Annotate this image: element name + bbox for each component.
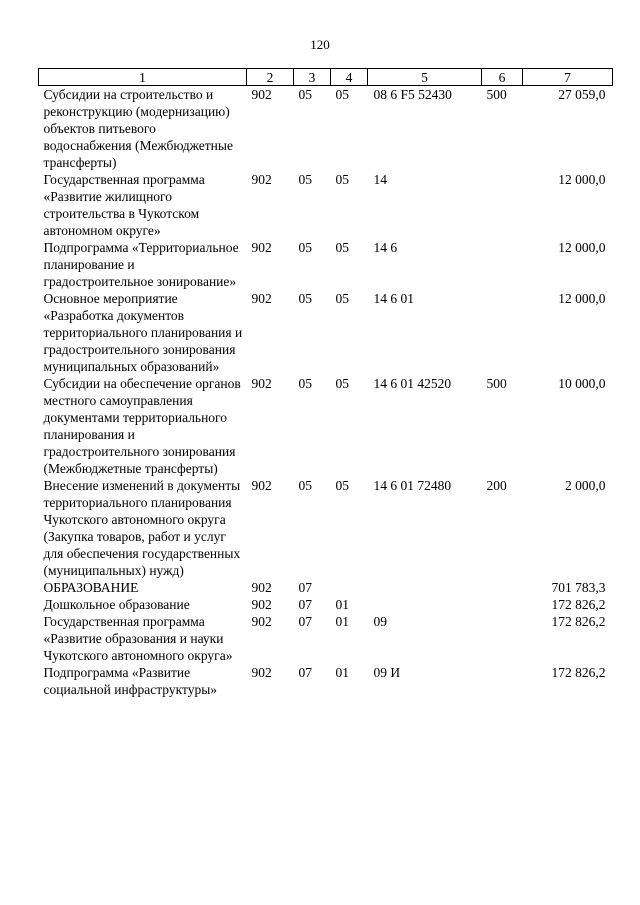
row-name: Субсидии на обеспечение органов местного самоуправления документами территориального планирования и градостроительного зонирования (Межбюджетные трансферты): [43, 376, 241, 476]
row-amount: 12 000,0: [558, 291, 606, 306]
row-amount: 27 059,0: [558, 87, 606, 102]
row-name: Внесение изменений в документы территориального планирования Чукотского автономного округа (Закупка товаров, работ и услуг для обеспечения государственных (муниципальных) нужд): [43, 478, 241, 578]
table-row: [39, 239, 613, 290]
row-expense-type: 500: [486, 376, 507, 391]
col-header-5: 5: [368, 69, 482, 86]
row-section-code: 05: [298, 240, 312, 255]
row-expense-type: [482, 239, 523, 290]
row-target-article: 14 6: [373, 240, 398, 255]
row-name: Подпрограмма «Развитие социальной инфраструктуры»: [43, 665, 218, 697]
row-target-article: 14 6 01 42520: [373, 376, 452, 391]
table-row: [39, 596, 613, 613]
table-row: [39, 664, 613, 698]
row-section-code: 05: [298, 376, 312, 391]
row-name: Подпрограмма «Территориальное планирование и градостроительное зонирование»: [43, 240, 239, 289]
row-expense-type: [482, 596, 523, 613]
col-header-7: 7: [523, 69, 613, 86]
table-row: [39, 375, 613, 477]
row-subsection-code: 05: [335, 240, 349, 255]
row-section-code: 05: [298, 291, 312, 306]
row-amount: 701 783,3: [551, 580, 606, 595]
row-ministry-code: 902: [251, 665, 272, 680]
row-expense-type: 200: [486, 478, 507, 493]
row-amount: 12 000,0: [558, 172, 606, 187]
row-subsection-code: 01: [335, 665, 349, 680]
row-ministry-code: 902: [251, 614, 272, 629]
row-target-article: 08 6 F5 52430: [373, 87, 452, 102]
row-expense-type: [482, 171, 523, 239]
row-ministry-code: 902: [251, 597, 272, 612]
table-row: [39, 477, 613, 579]
row-subsection-code: [331, 579, 368, 596]
col-header-1: 1: [39, 69, 247, 86]
row-amount: 10 000,0: [558, 376, 606, 391]
row-amount: 2 000,0: [565, 478, 606, 493]
row-name: Государственная программа «Развитие жилищного строительства в Чукотском автономном округе»: [43, 172, 205, 238]
table-row: [39, 579, 613, 596]
col-header-6: 6: [482, 69, 523, 86]
table-row: [39, 171, 613, 239]
row-target-article: [368, 596, 482, 613]
row-ministry-code: 902: [251, 172, 272, 187]
row-ministry-code: 902: [251, 478, 272, 493]
row-expense-type: [482, 664, 523, 698]
row-name: Государственная программа «Развитие образования и науки Чукотского автономного округа»: [43, 614, 233, 663]
row-section-code: 05: [298, 478, 312, 493]
row-name: Дошкольное образование: [43, 597, 190, 612]
row-subsection-code: 05: [335, 87, 349, 102]
row-section-code: 05: [298, 87, 312, 102]
row-target-article: 14: [373, 172, 387, 187]
row-expense-type: [482, 579, 523, 596]
row-subsection-code: 05: [335, 478, 349, 493]
row-section-code: 07: [298, 614, 312, 629]
row-name: Основное мероприятие «Разработка документов территориального планирования и градостроительного зонирования муниципальных образований»: [43, 291, 243, 374]
row-name: Субсидии на строительство и реконструкцию (модернизацию) объектов питьевого водоснабжения (Межбюджетные трансферты): [43, 87, 233, 170]
row-amount: 12 000,0: [558, 240, 606, 255]
row-section-code: 07: [298, 580, 312, 595]
col-header-3: 3: [294, 69, 331, 86]
row-subsection-code: 05: [335, 172, 349, 187]
row-expense-type: 500: [486, 87, 507, 102]
row-target-article: 14 6 01: [373, 291, 414, 306]
row-amount: 172 826,2: [551, 597, 606, 612]
table-row: [39, 86, 613, 172]
row-ministry-code: 902: [251, 376, 272, 391]
row-subsection-code: 01: [335, 614, 349, 629]
table-row: [39, 613, 613, 664]
row-section-code: 05: [298, 172, 312, 187]
row-target-article: [368, 579, 482, 596]
row-subsection-code: 05: [335, 291, 349, 306]
row-amount: 172 826,2: [551, 614, 606, 629]
row-name: ОБРАЗОВАНИЕ: [43, 580, 139, 595]
row-amount: 172 826,2: [551, 665, 606, 680]
row-ministry-code: 902: [251, 580, 272, 595]
row-expense-type: [482, 613, 523, 664]
row-subsection-code: 05: [335, 376, 349, 391]
row-section-code: 07: [298, 665, 312, 680]
budget-table: [38, 68, 613, 698]
col-header-2: 2: [247, 69, 294, 86]
row-target-article: 14 6 01 72480: [373, 478, 452, 493]
row-ministry-code: 902: [251, 240, 272, 255]
table-row: [39, 290, 613, 375]
row-target-article: 09: [373, 614, 387, 629]
row-ministry-code: 902: [251, 87, 272, 102]
row-target-article: 09 И: [373, 665, 401, 680]
row-expense-type: [482, 290, 523, 375]
row-section-code: 07: [298, 597, 312, 612]
col-header-4: 4: [331, 69, 368, 86]
header-row: [39, 69, 613, 86]
row-subsection-code: 01: [335, 597, 349, 612]
row-ministry-code: 902: [251, 291, 272, 306]
page-number: 120: [310, 37, 330, 52]
